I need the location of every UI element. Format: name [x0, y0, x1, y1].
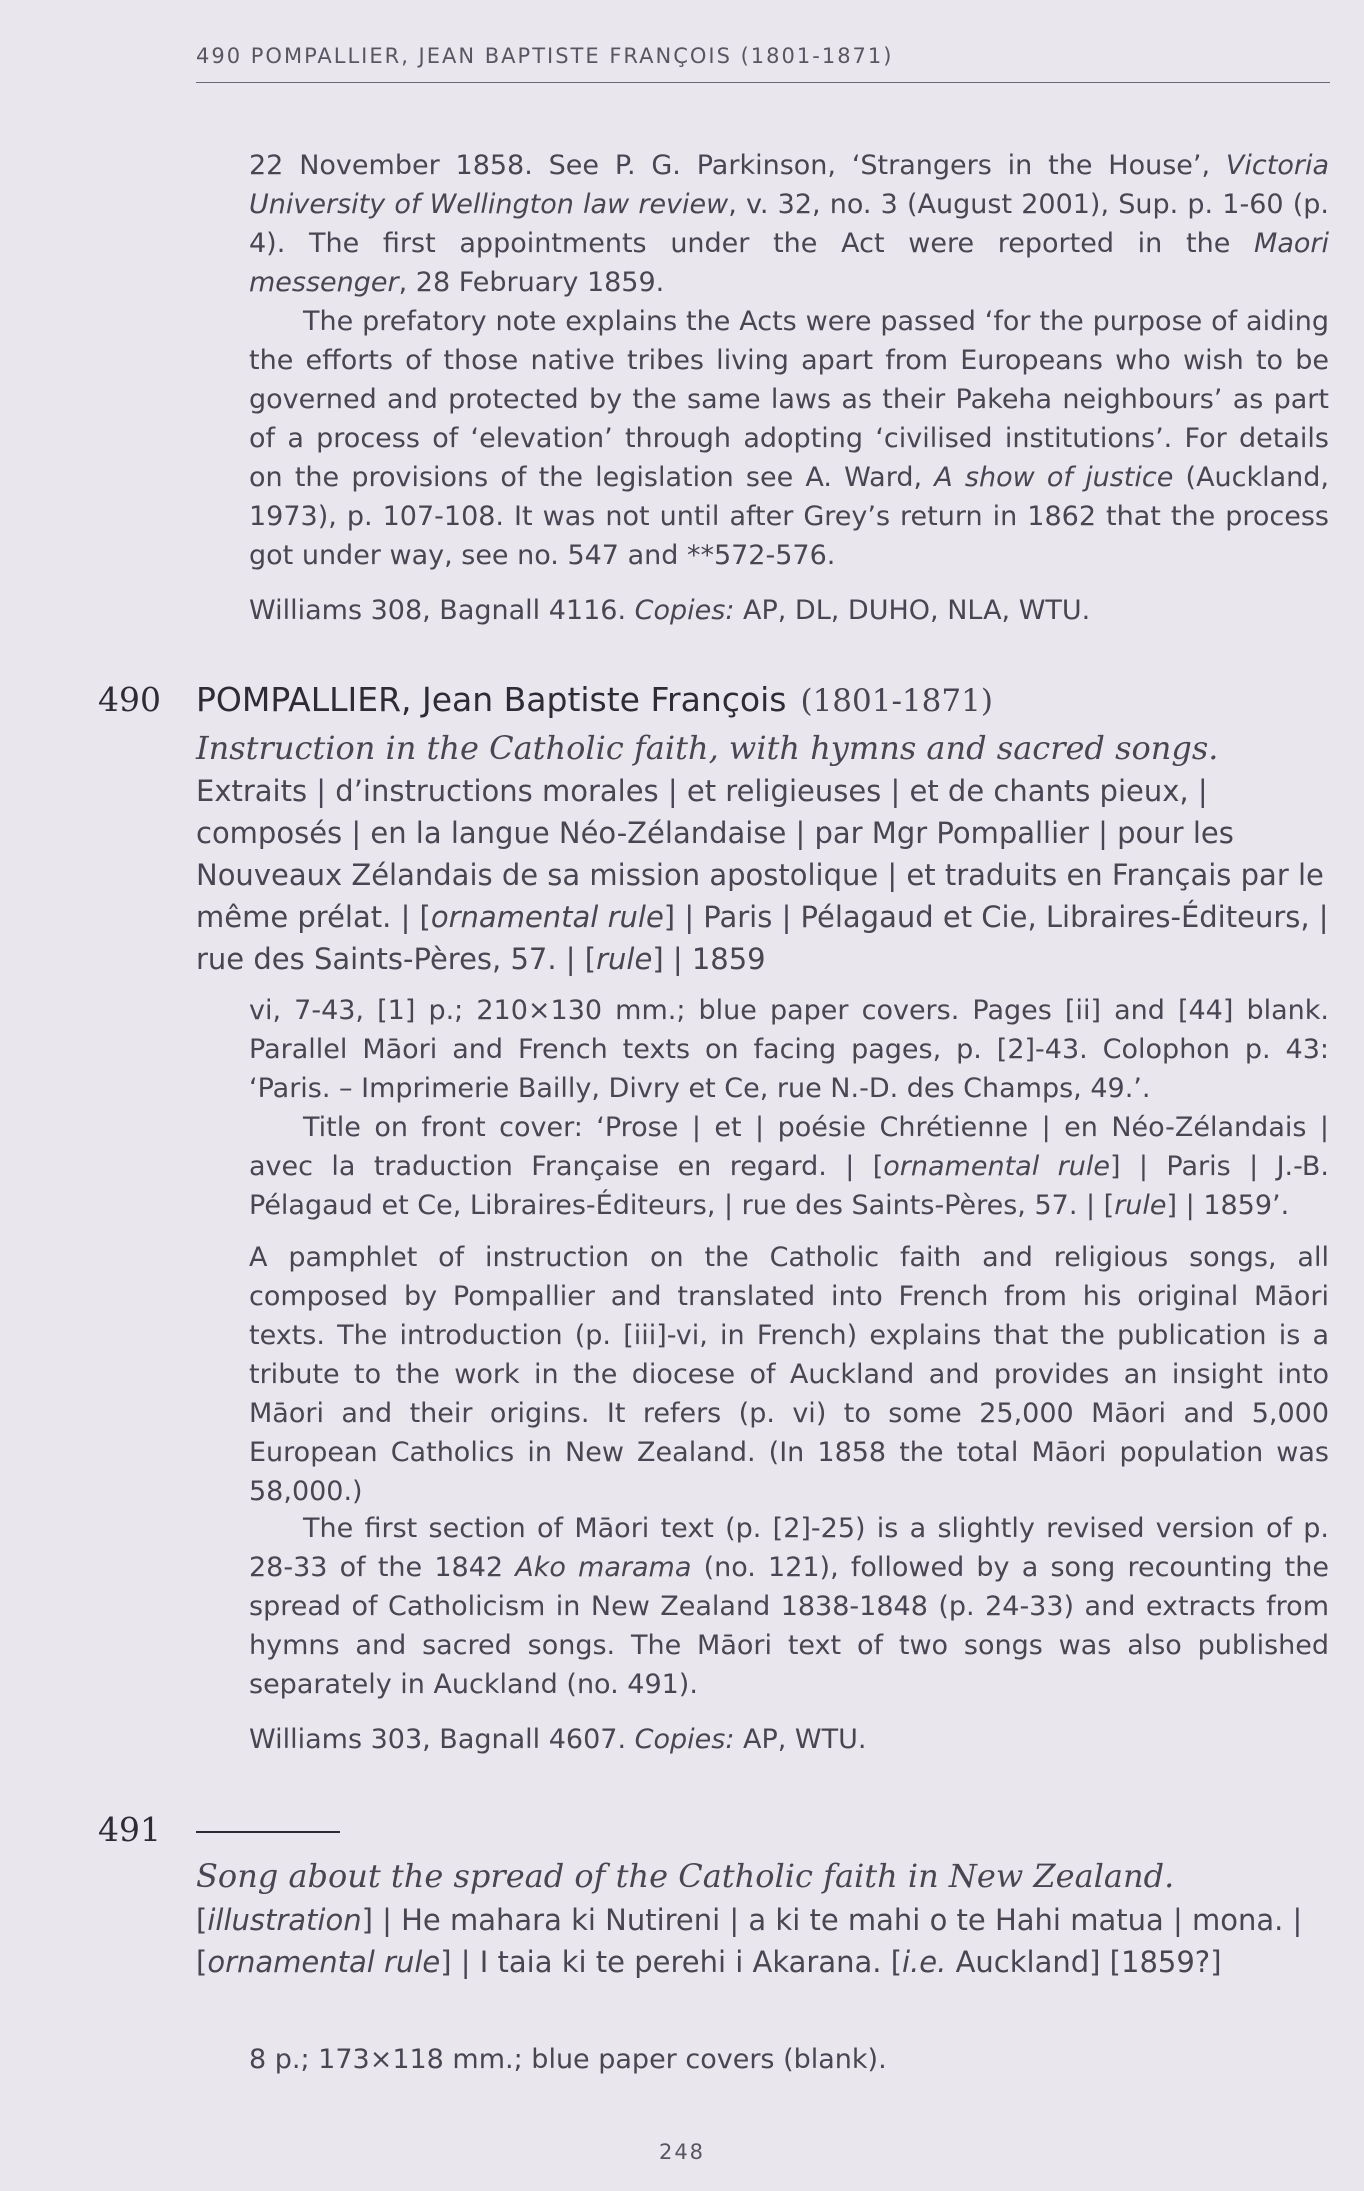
entry-note-2: The first section of Māori text (p. [2]-25) is a slightly revised version of p. 28-33 of the 1842 Ako marama (no. 121), followed by a song recounting the spread of Catholicism in New Zealand 1838-1848 (p. 24-33) and extracts from hymns and sacred songs. The Māori text of two songs was also published separately in Auckland (no. 491).	[249, 1513, 1329, 1700]
collation: vi, 7-43, [1] p.; 210×130 mm.; blue paper covers. Pages [ii] and [44] blank. Parallel Māori and French texts on facing pages, p. [2]-43. Colophon p. 43: ‘Paris. – Imprimerie Bailly, Divry et Ce, rue N.-D. des Champs, 49.’.	[249, 995, 1329, 1104]
prev-entry-note-2: The prefatory note explains the Acts were passed ‘for the purpose of aiding the efforts of those native tribes living apart from Europeans who wish to be governed and protected by the same laws as their Pakeha neighbours’ as part of a process of ‘elevation’ through adopting ‘civilised institutions’. For details on the provisions of the legislation see A. Ward, A show of justice (Auckland, 1973), p. 107-108. It was not until after Grey’s return in 1862 that the process got under way, see no. 547 and **572-576.	[249, 306, 1330, 571]
prev-entry-references: Williams 308, Bagnall 4116. Copies: AP, DL, DUHO, NLA, WTU.	[249, 595, 1091, 626]
entry-number: 490	[98, 680, 161, 719]
entry-number: 491	[98, 1810, 161, 1849]
entry-title: Instruction in the Catholic faith, with hymns and sacred songs.	[196, 729, 1219, 767]
author-dates: (1801-1871)	[800, 683, 993, 719]
cover-title: Title on front cover: ‘Prose | et | poésie Chrétienne | en Néo-Zélandais | avec la traduction Française en regard. | [ornamental rule] | Paris | J.-B. Pélagaud et Ce, Libraires-Éditeurs, | rue des Saints-Pères, 57. | [rule] | 1859’.	[249, 1112, 1329, 1221]
header-rule	[196, 82, 1330, 83]
entry-references: Williams 303, Bagnall 4607. Copies: AP, WTU.	[249, 1724, 867, 1755]
running-head: 490 POMPALLIER, JEAN BAPTISTE FRANÇOIS (1801-1871)	[196, 44, 894, 68]
prev-entry-note-1: 22 November 1858. See P. G. Parkinson, ‘Strangers in the House’, Victoria University of Wellington law review, v. 32, no. 3 (August 2001), Sup. p. 1-60 (p. 4). The first appointments under the Act were reported in the Maori messenger, 28 February 1859.	[249, 150, 1329, 298]
collation: 8 p.; 173×118 mm.; blue paper covers (blank).	[249, 2044, 887, 2075]
title-transcription: Extraits | d’instructions morales | et religieuses | et de chants pieux, | composés | en la langue Néo-Zélandaise | par Mgr Pompallier | pour les Nouveaux Zélandais de sa mission apostolique | et traduits en Français par le même prélat. | [ornamental rule] | Paris | Pélagaud et Cie, Libraires-Éditeurs, | rue des Saints-Pères, 57. | [rule] | 1859	[196, 774, 1329, 976]
entry-title: Song about the spread of the Catholic faith in New Zealand.	[196, 1857, 1175, 1895]
entry-note-1: A pamphlet of instruction on the Catholic faith and religious songs, all composed by Pompallier and translated into French from his original Māori texts. The introduction (p. [iii]-vi, in French) explains that the publication is a tribute to the work in the diocese of Auckland and provides an insight into Māori and their origins. It refers (p. vi) to some 25,000 Māori and 5,000 European Catholics in New Zealand. (In 1858 the total Māori population was 58,000.)	[249, 1242, 1329, 1507]
same-author-dash	[196, 1831, 340, 1833]
title-transcription: [illustration] | He mahara ki Nutireni | a ki te mahi o te Hahi matua | mona. | [ornamental rule] | I taia ki te perehi i Akarana. [i.e. Auckland] [1859?]	[196, 1903, 1303, 1979]
page-number: 248	[658, 2140, 706, 2164]
entry-heading	[196, 680, 1336, 719]
author-name: POMPALLIER, Jean Baptiste François	[196, 680, 787, 719]
